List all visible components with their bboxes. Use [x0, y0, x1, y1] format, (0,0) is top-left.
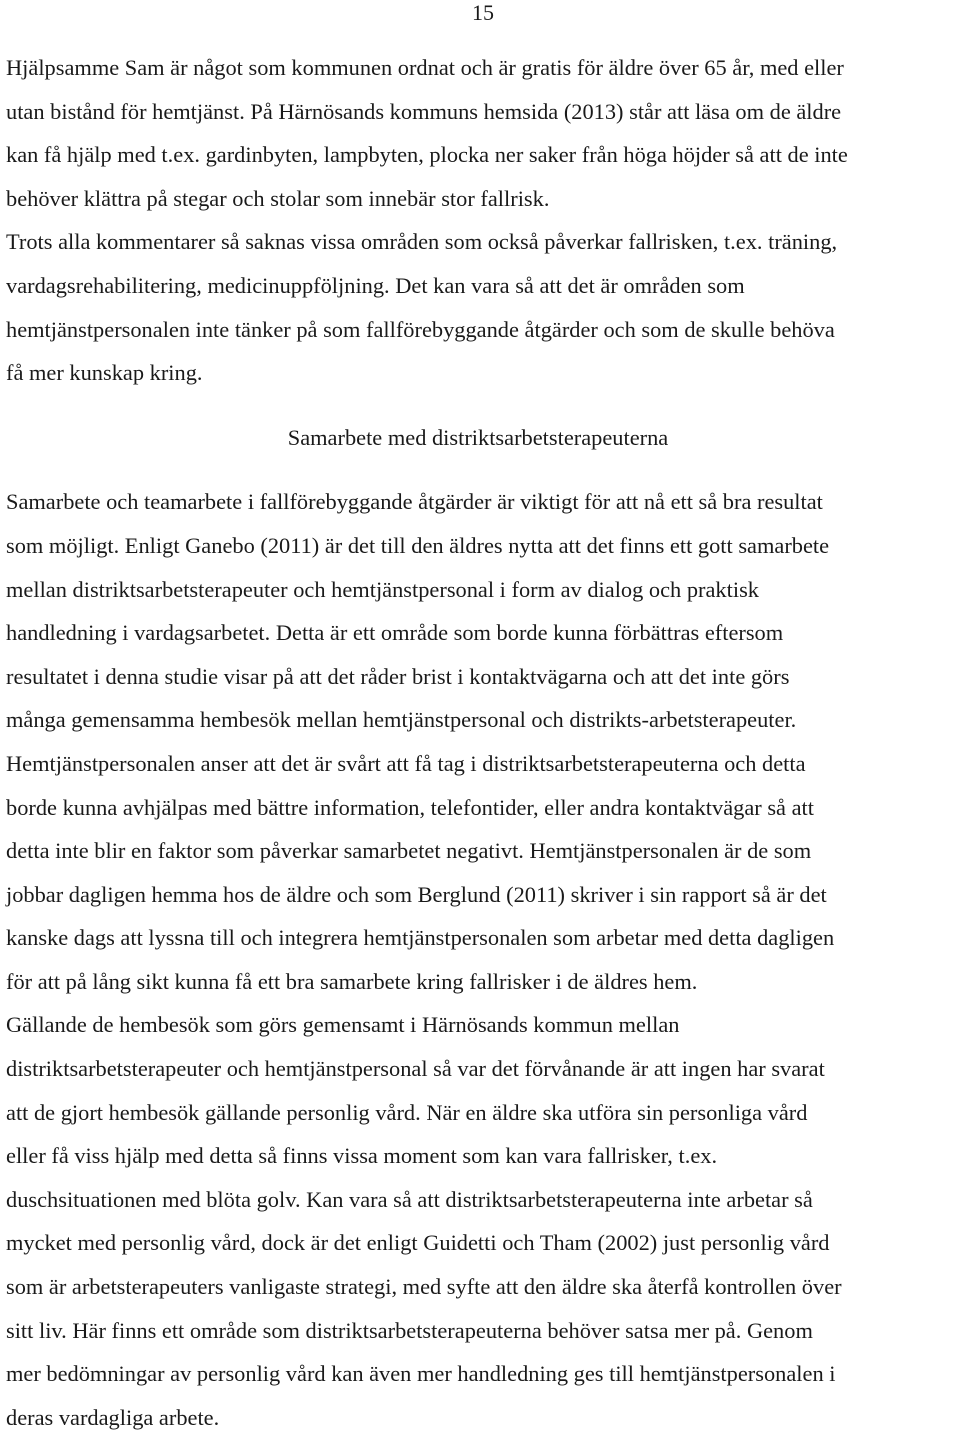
- text-line: Gällande de hembesök som görs gemensamt i Härnösands kommun mellan: [6, 1012, 680, 1038]
- text-line: Hemtjänstpersonalen anser att det är svårt att få tag i distriktsarbetsterapeuterna och detta: [6, 750, 806, 776]
- paragraph-home-visits: [6, 1003, 950, 1439]
- text-line: Hjälpsamme Sam är något som kommunen ordnat och är gratis för äldre över 65 år, med eller: [6, 55, 844, 80]
- section-heading: Samarbete med distriktsarbetsterapeuterna: [287, 424, 669, 450]
- text-line: som möjligt. Enligt Ganebo (2011) är det till den äldres nytta att det finns ett gott samarbete: [6, 532, 830, 558]
- text-line: få mer kunskap kring.: [6, 360, 203, 386]
- text-line: många gemensamma hembesök mellan hemtjänstpersonal och distrikts-arbetsterapeuter.: [6, 707, 797, 733]
- text-line: att de gjort hembesök gällande personlig vård. När en äldre ska utföra sin personliga vård: [6, 1099, 808, 1125]
- text-line: eller få viss hjälp med detta så finns vissa moment som kan vara fallrisker, t.ex.: [6, 1143, 718, 1169]
- text-line: som är arbetsterapeuters vanligaste strategi, med syfte att den äldre ska återfå kontrollen över: [6, 1274, 842, 1300]
- paragraph-hjalpsamme-sam: [6, 46, 950, 220]
- text-line: detta inte blir en faktor som påverkar samarbetet negativt. Hemtjänstpersonalen är de som: [6, 838, 812, 864]
- page-number: 15: [472, 0, 494, 25]
- text-line: utan bistånd för hemtjänst. På Härnösands kommuns hemsida (2013) står att läsa om de äldre: [6, 98, 842, 124]
- text-line: Trots alla kommentarer så saknas vissa områden som också påverkar fallrisken, t.ex. träning,: [6, 229, 838, 255]
- text-line: kan få hjälp med t.ex. gardinbyten, lampbyten, plocka ner saker från höga höjder så att de inte: [6, 142, 848, 168]
- text-line: sitt liv. Här finns ett område som distriktsarbetsterapeuterna behöver satsa mer på. Genom: [6, 1317, 813, 1343]
- paragraph-collaboration: [6, 480, 950, 1003]
- document-body: [6, 46, 950, 1439]
- text-line: duschsituationen med blöta golv. Kan vara så att distriktsarbetsterapeuterna inte arbetar så: [6, 1186, 813, 1212]
- text-line: jobbar dagligen hemma hos de äldre och som Berglund (2011) skriver i sin rapport så är det: [6, 881, 827, 907]
- text-line: kanske dags att lyssna till och integrera hemtjänstpersonalen som arbetar med detta dagligen: [6, 925, 835, 951]
- text-line: hemtjänstpersonalen inte tänker på som fallförebyggande åtgärder och som de skulle behöva: [6, 316, 835, 342]
- text-line: deras vardagliga arbete.: [6, 1404, 220, 1430]
- text-line: handledning i vardagsarbetet. Detta är ett område som borde kunna förbättras eftersom: [6, 620, 784, 646]
- text-line: Samarbete och teamarbete i fallförebyggande åtgärder är viktigt för att nå ett så bra resultat: [6, 489, 823, 515]
- paragraph-missing-areas: [6, 220, 950, 394]
- text-line: resultatet i denna studie visar på att det råder brist i kontaktvägarna och att det inte görs: [6, 663, 790, 689]
- text-line: vardagsrehabilitering, medicinuppföljning. Det kan vara så att det är områden som: [6, 272, 745, 298]
- text-line: borde kunna avhjälpas med bättre information, telefontider, eller andra kontaktvägar så att: [6, 794, 814, 820]
- text-line: mer bedömningar av personlig vård kan även mer handledning ges till hemtjänstpersonalen i: [6, 1361, 836, 1387]
- text-line: distriktsarbetsterapeuter och hemtjänstpersonal så var det förvånande är att ingen har svarat: [6, 1056, 825, 1082]
- text-line: mycket med personlig vård, dock är det enligt Guidetti och Tham (2002) just personlig vård: [6, 1230, 830, 1256]
- text-line: mellan distriktsarbetsterapeuter och hemtjänstpersonal i form av dialog och praktisk: [6, 576, 759, 602]
- text-line: behöver klättra på stegar och stolar som innebär stor fallrisk.: [6, 185, 550, 211]
- text-line: för att på lång sikt kunna få ett bra samarbete kring fallrisker i de äldres hem.: [6, 968, 698, 994]
